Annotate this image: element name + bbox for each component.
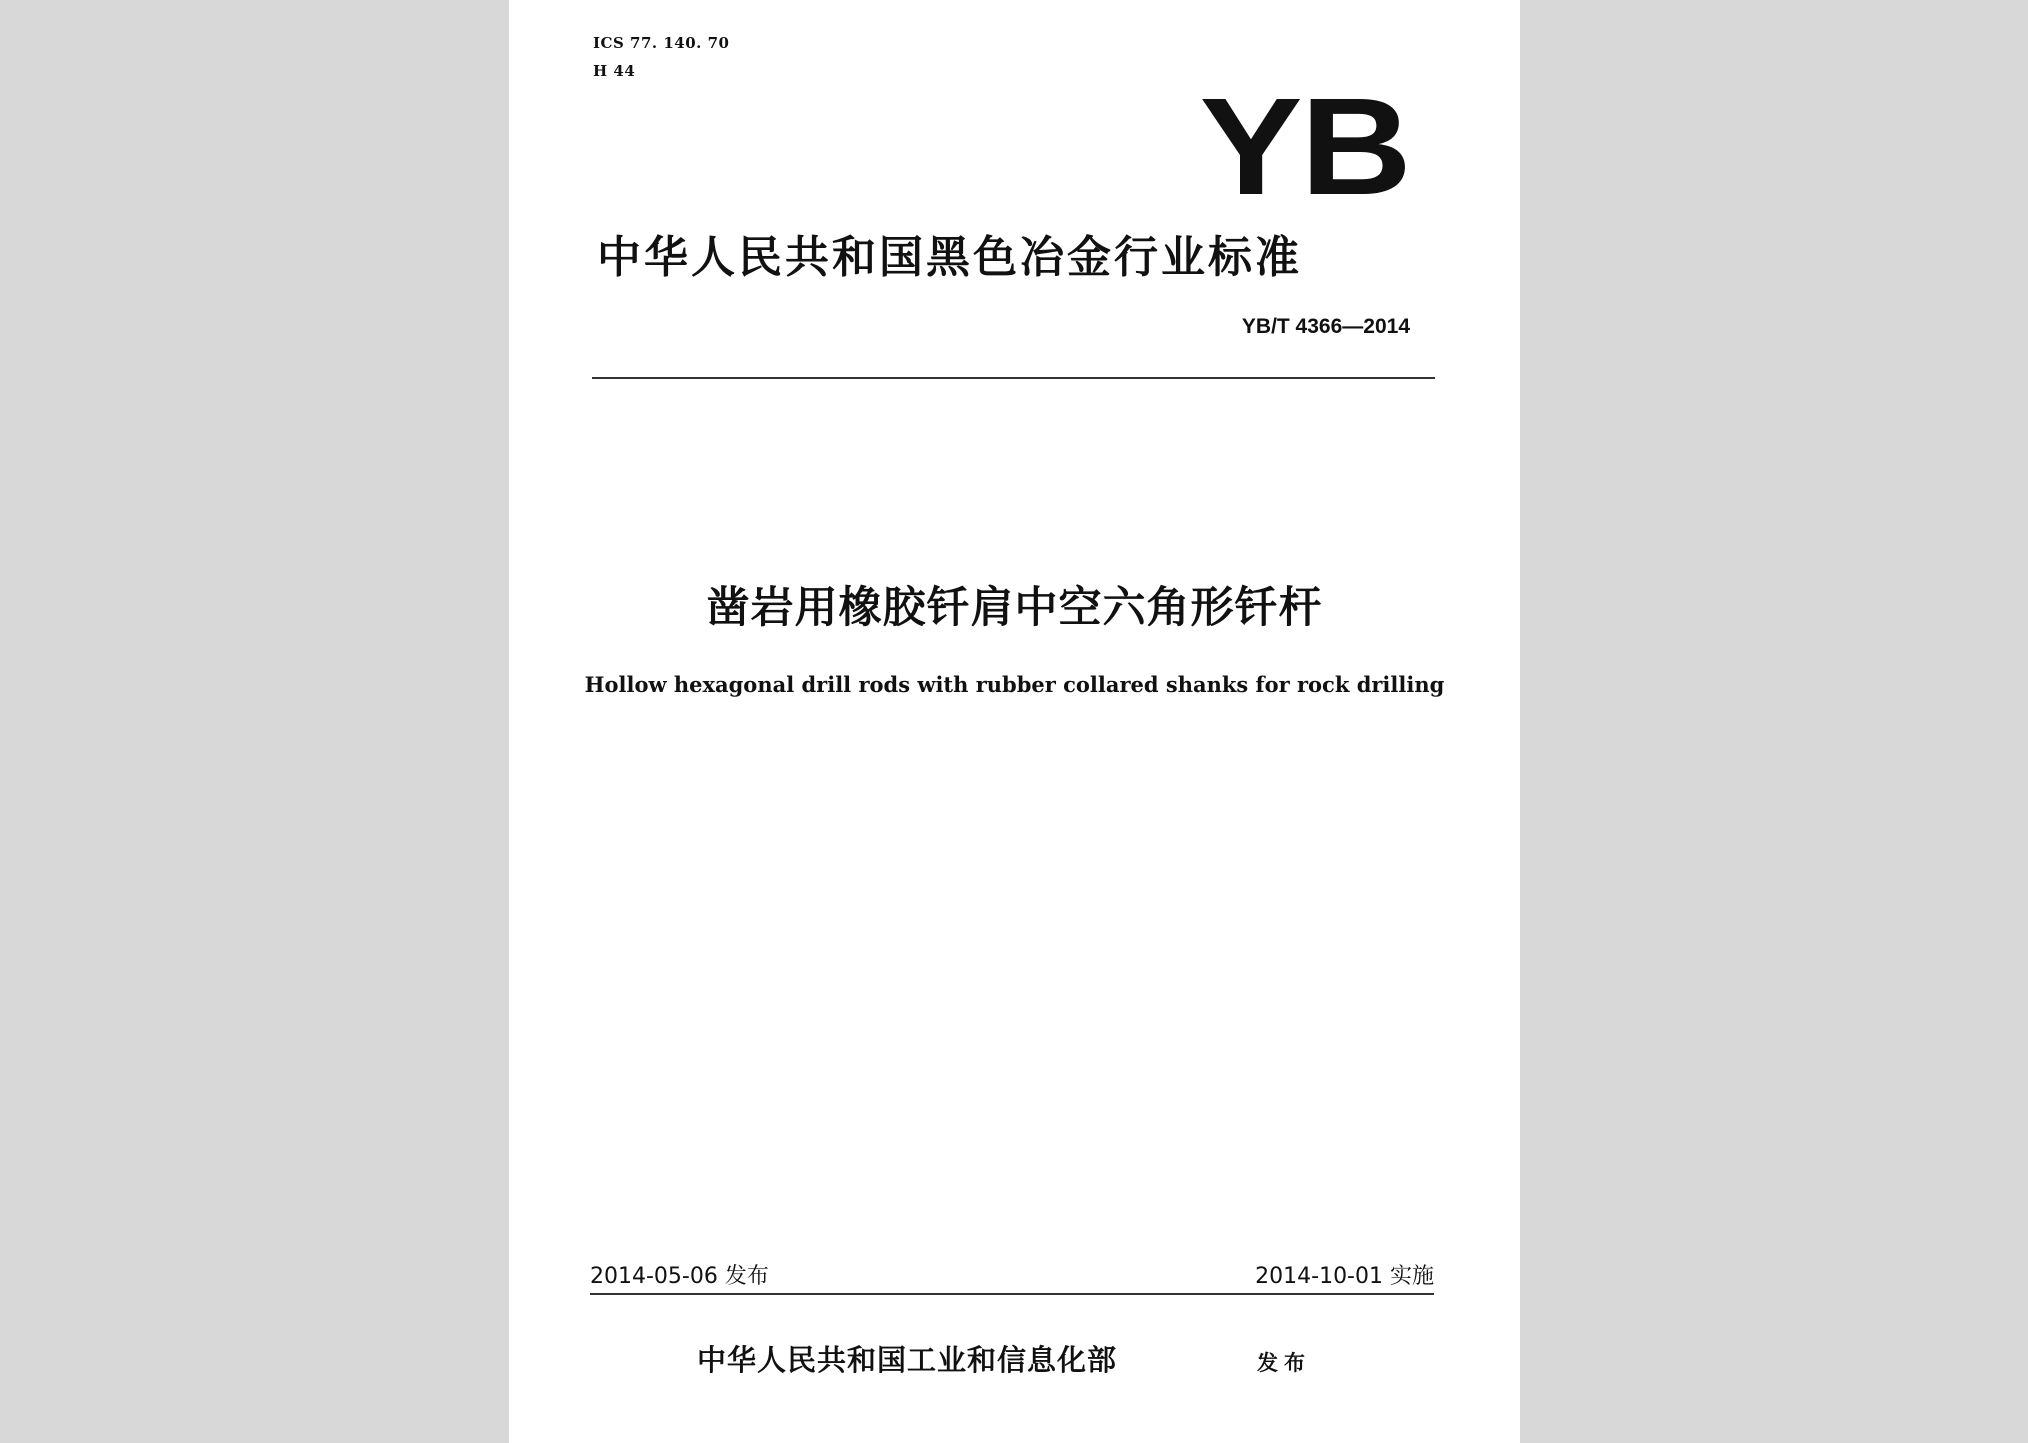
chinese-title: 凿岩用橡胶钎肩中空六角形钎杆 — [706, 583, 1323, 633]
issue-date: 2014-05-06 发布 — [590, 1264, 769, 1289]
header-divider — [592, 377, 1435, 379]
implementation-date: 2014-10-01 实施 — [1255, 1264, 1434, 1289]
yb-logo: YB — [1199, 70, 1410, 224]
ccs-code: H 44 — [593, 62, 636, 80]
publish-label: 发布 — [1257, 1350, 1311, 1375]
document-page — [509, 0, 1520, 1443]
publisher-name: 中华人民共和国工业和信息化部 — [697, 1343, 1118, 1377]
standard-category-title: 中华人民共和国黑色冶金行业标准 — [597, 232, 1302, 283]
ics-code: ICS 77. 140. 70 — [593, 34, 730, 52]
standard-number: YB/T 4366—2014 — [1241, 315, 1410, 338]
english-title: Hollow hexagonal drill rods with rubber collared shanks for rock drilling — [584, 672, 1445, 697]
footer-divider — [590, 1293, 1434, 1295]
